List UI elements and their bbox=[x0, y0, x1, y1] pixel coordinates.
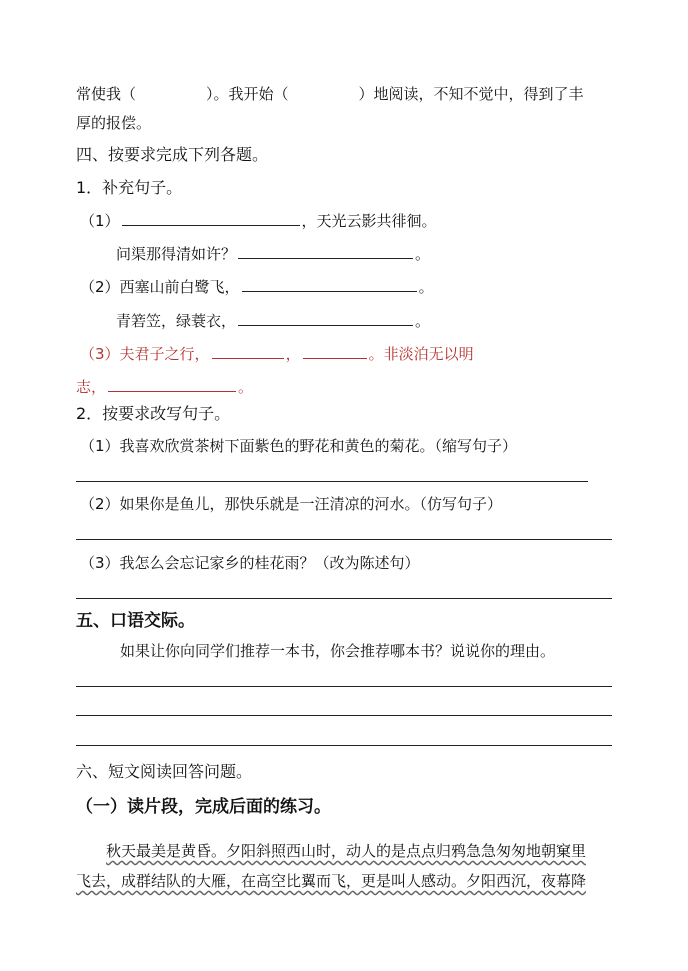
passage-text: 飞去，成群结队的大雁，在高空比翼而飞，更是叫人感动。夕阳西沉，夜幕降 bbox=[76, 872, 587, 890]
text-fragment: ）。我开始（ bbox=[206, 85, 289, 103]
q1-2-line-b bbox=[116, 310, 430, 331]
text-fragment: 。 bbox=[418, 278, 434, 296]
text-fragment: 志， bbox=[76, 378, 107, 396]
answer-blank[interactable] bbox=[242, 276, 417, 292]
text-fragment: 常使我（ bbox=[76, 85, 137, 103]
text-fragment: ，天光云影共徘徊。 bbox=[301, 212, 437, 230]
answer-blank[interactable] bbox=[238, 310, 413, 326]
text-fragment: 青箬笠，绿蓑衣， bbox=[116, 312, 237, 330]
section-5-title: 五、口语交际。 bbox=[76, 611, 195, 631]
fill-line-2: 厚的报偿。 bbox=[76, 114, 152, 132]
question-2-title: 2．按要求改写句子。 bbox=[76, 404, 231, 423]
q1-3-line-b bbox=[76, 376, 253, 397]
q1-1-line-b bbox=[116, 243, 430, 264]
passage-line-1 bbox=[106, 841, 586, 861]
q2-2-prompt: （2）如果你是鱼儿，那快乐就是一汪清凉的河水。（仿写句子） bbox=[80, 495, 503, 513]
part-1-title: （一）读片段，完成后面的练习。 bbox=[76, 797, 331, 817]
q2-1-prompt: （1）我喜欢欣赏茶树下面紫色的野花和黄色的菊花。（缩写句子） bbox=[80, 437, 518, 455]
item-number: （3） bbox=[80, 345, 120, 363]
section-6-title: 六、短文阅读回答问题。 bbox=[76, 762, 253, 781]
q2-3-prompt: （3）我怎么会忘记家乡的桂花雨？（改为陈述句） bbox=[80, 554, 420, 572]
answer-blank[interactable] bbox=[303, 343, 367, 359]
q1-1-line-a bbox=[80, 210, 437, 231]
text-fragment: ）地阅读，不知不觉中，得到了丰 bbox=[358, 85, 584, 103]
answer-line[interactable] bbox=[76, 539, 612, 540]
answer-blank[interactable] bbox=[212, 343, 284, 359]
item-number: （2） bbox=[80, 278, 120, 296]
text-fragment: 问渠那得清如许？ bbox=[116, 245, 237, 263]
text-fragment: 夫君子之行， bbox=[119, 345, 210, 363]
answer-line[interactable] bbox=[76, 598, 612, 599]
text-fragment: 。 bbox=[415, 312, 431, 330]
item-number: （1） bbox=[80, 212, 120, 230]
section-4-title: 四、按要求完成下列各题。 bbox=[76, 145, 269, 164]
text-fragment: ， bbox=[285, 345, 301, 363]
answer-line[interactable] bbox=[76, 745, 612, 746]
passage-line-2 bbox=[76, 871, 586, 891]
answer-line[interactable] bbox=[76, 686, 612, 687]
answer-blank[interactable] bbox=[122, 210, 300, 226]
answer-blank[interactable] bbox=[108, 376, 236, 392]
answer-line[interactable] bbox=[76, 481, 588, 482]
q1-2-line-a bbox=[80, 276, 434, 297]
text-fragment: 西塞山前白鹭飞， bbox=[119, 278, 240, 296]
text-fragment: 。非淡泊无以明 bbox=[368, 345, 474, 363]
answer-blank[interactable] bbox=[238, 243, 413, 259]
answer-line[interactable] bbox=[76, 715, 612, 716]
text-fragment: 。 bbox=[238, 378, 254, 396]
section-5-prompt: 如果让你向同学们推荐一本书，你会推荐哪本书？说说你的理由。 bbox=[120, 642, 556, 660]
fill-line-1 bbox=[76, 84, 584, 104]
question-1-title: 1．补充句子。 bbox=[76, 178, 183, 197]
passage-text: 秋天最美是黄昏。夕阳斜照西山时，动人的是点点归鸦急急匆匆地朝窠里 bbox=[106, 842, 587, 860]
text-fragment: 。 bbox=[415, 245, 431, 263]
q1-3-line-a bbox=[80, 343, 474, 364]
